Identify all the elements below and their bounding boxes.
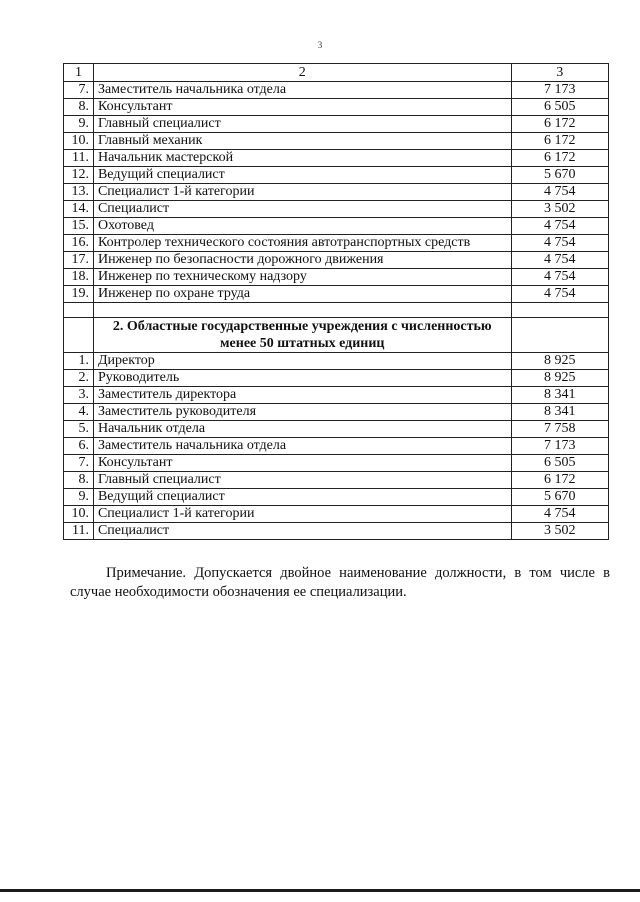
salary-value: 4 754 <box>511 269 608 286</box>
table-row <box>64 133 609 150</box>
row-number: 12. <box>64 167 94 184</box>
salary-value: 8 925 <box>511 370 608 387</box>
row-number: 8. <box>64 99 94 116</box>
empty-cell <box>511 318 608 353</box>
row-number: 9. <box>64 489 94 506</box>
row-number: 14. <box>64 201 94 218</box>
salary-value: 6 172 <box>511 150 608 167</box>
position-name: Специалист <box>93 523 511 540</box>
position-name: Ведущий специалист <box>93 489 511 506</box>
position-name: Заместитель начальника отдела <box>93 438 511 455</box>
row-number: 10. <box>64 133 94 150</box>
position-name: Заместитель руководителя <box>93 404 511 421</box>
position-name: Главный механик <box>93 133 511 150</box>
salary-table <box>63 63 609 540</box>
position-name: Инженер по охране труда <box>93 286 511 303</box>
page-number: 3 <box>317 40 323 50</box>
footnote-remark: Примечание. Допускается двойное наименование должности, в том числе в случае необходимости обозначения ее специализации. <box>70 565 610 600</box>
salary-value: 6 505 <box>511 99 608 116</box>
table-row <box>64 438 609 455</box>
salary-value: 4 754 <box>511 235 608 252</box>
column-header-number: 1 <box>64 64 94 82</box>
position-name: Ведущий специалист <box>93 167 511 184</box>
empty-cell <box>511 303 608 318</box>
table-row <box>64 82 609 99</box>
table-row <box>64 404 609 421</box>
position-name: Главный специалист <box>93 116 511 133</box>
salary-value: 7 173 <box>511 438 608 455</box>
row-number: 17. <box>64 252 94 269</box>
position-name: Заместитель начальника отдела <box>93 82 511 99</box>
row-number: 18. <box>64 269 94 286</box>
row-number: 5. <box>64 421 94 438</box>
salary-value: 4 754 <box>511 218 608 235</box>
table-row <box>64 99 609 116</box>
row-number: 2. <box>64 370 94 387</box>
row-number: 11. <box>64 523 94 540</box>
salary-value: 4 754 <box>511 286 608 303</box>
section-title: 2. Областные государственные учреждения с численностью менее 50 штатных единиц <box>93 318 511 353</box>
salary-value: 8 341 <box>511 387 608 404</box>
position-name: Специалист 1-й категории <box>93 184 511 201</box>
table-row <box>64 370 609 387</box>
salary-value: 7 173 <box>511 82 608 99</box>
table-row <box>64 269 609 286</box>
position-name: Директор <box>93 353 511 370</box>
position-name: Начальник отдела <box>93 421 511 438</box>
table-row <box>64 150 609 167</box>
salary-value: 7 758 <box>511 421 608 438</box>
position-name: Специалист <box>93 201 511 218</box>
row-number: 7. <box>64 82 94 99</box>
bottom-rule <box>0 889 640 892</box>
empty-cell <box>93 303 511 318</box>
salary-value: 6 172 <box>511 116 608 133</box>
salary-value: 8 925 <box>511 353 608 370</box>
table-row <box>64 218 609 235</box>
salary-value: 5 670 <box>511 489 608 506</box>
table-row <box>64 506 609 523</box>
row-number: 3. <box>64 387 94 404</box>
row-number: 4. <box>64 404 94 421</box>
salary-value: 4 754 <box>511 252 608 269</box>
salary-value: 4 754 <box>511 184 608 201</box>
position-name: Инженер по безопасности дорожного движения <box>93 252 511 269</box>
table-row <box>64 489 609 506</box>
table-row <box>64 472 609 489</box>
row-number: 10. <box>64 506 94 523</box>
empty-cell <box>64 303 94 318</box>
salary-value: 8 341 <box>511 404 608 421</box>
row-number: 1. <box>64 353 94 370</box>
row-number: 9. <box>64 116 94 133</box>
column-header-position: 2 <box>93 64 511 82</box>
table-row <box>64 235 609 252</box>
table-row <box>64 252 609 269</box>
position-name: Консультант <box>93 455 511 472</box>
position-name: Консультант <box>93 99 511 116</box>
row-number: 6. <box>64 438 94 455</box>
table-row <box>64 455 609 472</box>
table-row <box>64 167 609 184</box>
salary-value: 5 670 <box>511 167 608 184</box>
row-number: 19. <box>64 286 94 303</box>
row-number: 16. <box>64 235 94 252</box>
table-row <box>64 523 609 540</box>
spacer-row <box>64 303 609 318</box>
table-row <box>64 116 609 133</box>
position-name: Охотовед <box>93 218 511 235</box>
position-name: Инженер по техническому надзору <box>93 269 511 286</box>
position-name: Главный специалист <box>93 472 511 489</box>
salary-value: 6 172 <box>511 472 608 489</box>
salary-table-body <box>64 64 609 540</box>
position-name: Контролер технического состояния автотранспортных средств <box>93 235 511 252</box>
position-name: Руководитель <box>93 370 511 387</box>
empty-cell <box>64 318 94 353</box>
salary-value: 6 172 <box>511 133 608 150</box>
position-name: Начальник мастерской <box>93 150 511 167</box>
table-row <box>64 184 609 201</box>
position-name: Специалист 1-й категории <box>93 506 511 523</box>
table-header-row <box>64 64 609 82</box>
row-number: 15. <box>64 218 94 235</box>
table-row <box>64 421 609 438</box>
column-header-salary: 3 <box>511 64 608 82</box>
row-number: 13. <box>64 184 94 201</box>
salary-value: 6 505 <box>511 455 608 472</box>
table-row <box>64 201 609 218</box>
position-name: Заместитель директора <box>93 387 511 404</box>
table-row <box>64 387 609 404</box>
salary-value: 3 502 <box>511 201 608 218</box>
salary-value: 3 502 <box>511 523 608 540</box>
table-row <box>64 353 609 370</box>
row-number: 8. <box>64 472 94 489</box>
table-row <box>64 286 609 303</box>
section-header-row <box>64 318 609 353</box>
salary-value: 4 754 <box>511 506 608 523</box>
row-number: 7. <box>64 455 94 472</box>
row-number: 11. <box>64 150 94 167</box>
